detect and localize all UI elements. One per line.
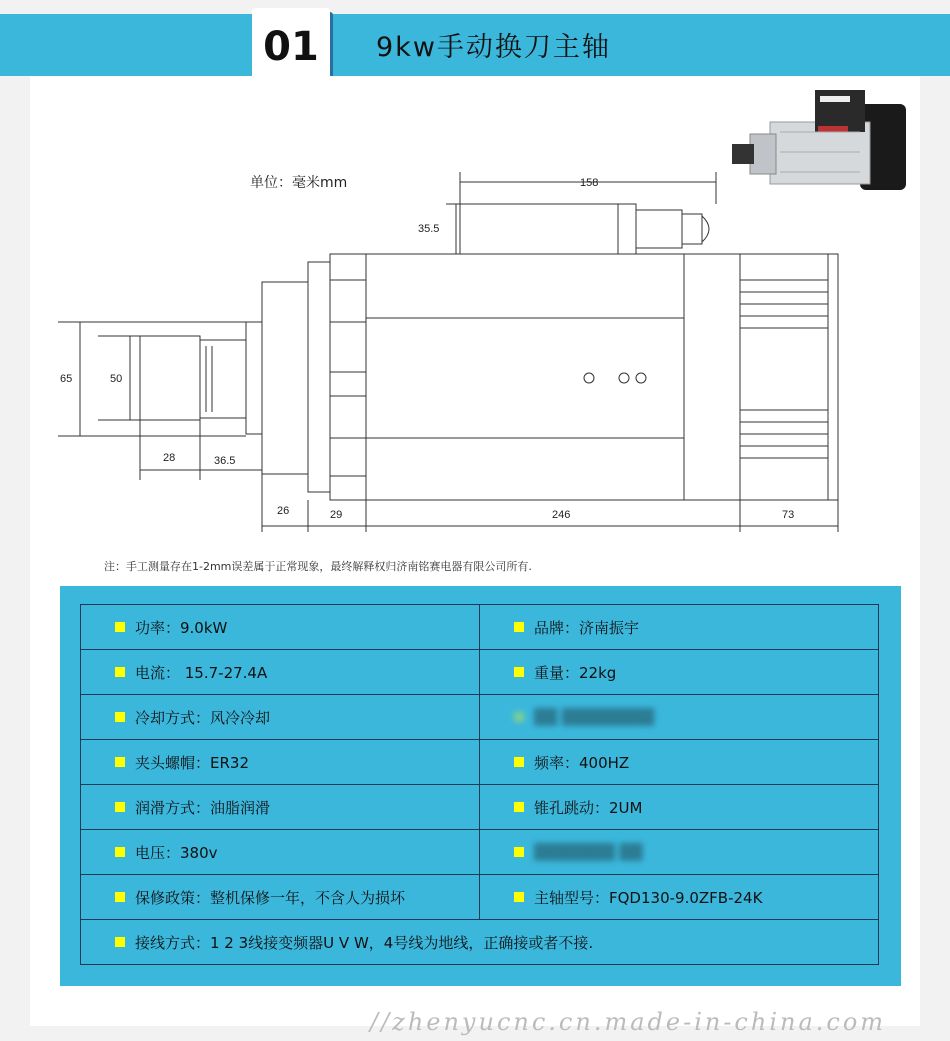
- section-number-badge: 01: [252, 8, 330, 86]
- spec-cell: 电压：380v: [81, 830, 480, 875]
- spec-cell: 频率：400HZ: [480, 740, 879, 785]
- spec-cell: 保修政策：整机保修一年，不含人为损坏: [81, 875, 480, 920]
- table-row: [81, 920, 879, 965]
- spec-cell: 冷却方式：风冷冷却: [81, 695, 480, 740]
- dim-fan-length: 73: [782, 509, 795, 521]
- watermark: //zhenyucnc.cn.made-in-china.com: [370, 1008, 887, 1036]
- table-row: [81, 740, 879, 785]
- bullet-icon: [514, 667, 524, 677]
- page-title: 9kw手动换刀主轴: [376, 32, 611, 63]
- spec-cell: 润滑方式：油脂润滑: [81, 785, 480, 830]
- bullet-icon: [514, 757, 524, 767]
- dim-flange-length: 26: [277, 505, 290, 517]
- spec-cell: 锥孔跳动：2UM: [480, 785, 879, 830]
- dim-body-length: 246: [552, 509, 571, 521]
- bullet-icon: [115, 802, 125, 812]
- spec-cell: 主轴型号：FQD130-9.0ZFB-24K: [480, 875, 879, 920]
- bullet-icon: [115, 937, 125, 947]
- bullet-icon: [514, 622, 524, 632]
- spec-cell: 功率：9.0kW: [81, 605, 480, 650]
- table-row: [81, 830, 879, 875]
- spec-cell: 品牌：济南振宇: [480, 605, 879, 650]
- dim-collar-length: 36.5: [214, 455, 236, 467]
- blurred-text: ██ ████████: [534, 708, 655, 726]
- spec-cell-blurred: [480, 695, 879, 740]
- dim-nose-length: 28: [163, 452, 176, 464]
- table-row: [81, 605, 879, 650]
- spec-cell-blurred: [480, 830, 879, 875]
- table-row: [81, 785, 879, 830]
- table-row: [81, 875, 879, 920]
- bullet-icon: [514, 847, 524, 857]
- unit-label: 单位：毫米mm: [250, 175, 348, 191]
- spec-table: [80, 604, 879, 965]
- bullet-icon: [514, 712, 524, 722]
- bullet-icon: [514, 802, 524, 812]
- blurred-text: ███████ ██: [534, 843, 643, 861]
- spec-cell-wide: 接线方式：1 2 3线接变频器U V W，4号线为地线，正确接或者不接.: [81, 920, 879, 965]
- dim-outer-diameter: 65: [60, 373, 73, 385]
- bullet-icon: [115, 757, 125, 767]
- dim-top-length: 158: [580, 177, 599, 189]
- dim-nose-diameter: 50: [110, 373, 123, 385]
- bullet-icon: [514, 892, 524, 902]
- bullet-icon: [115, 847, 125, 857]
- table-row: [81, 650, 879, 695]
- spec-cell: 夹头螺帽：ER32: [81, 740, 480, 785]
- bullet-icon: [115, 712, 125, 722]
- bullet-icon: [115, 667, 125, 677]
- bullet-icon: [115, 892, 125, 902]
- dim-connector-height: 35.5: [418, 223, 440, 235]
- bullet-icon: [115, 622, 125, 632]
- table-row: [81, 695, 879, 740]
- spec-cell: 重量：22kg: [480, 650, 879, 695]
- dim-step-length: 29: [330, 509, 343, 521]
- measurement-note: 注：手工测量存在1-2mm误差属于正常现象，最终解释权归济南铭赛电器有限公司所有.: [104, 560, 532, 573]
- spec-cell: 电流： 15.7-27.4A: [81, 650, 480, 695]
